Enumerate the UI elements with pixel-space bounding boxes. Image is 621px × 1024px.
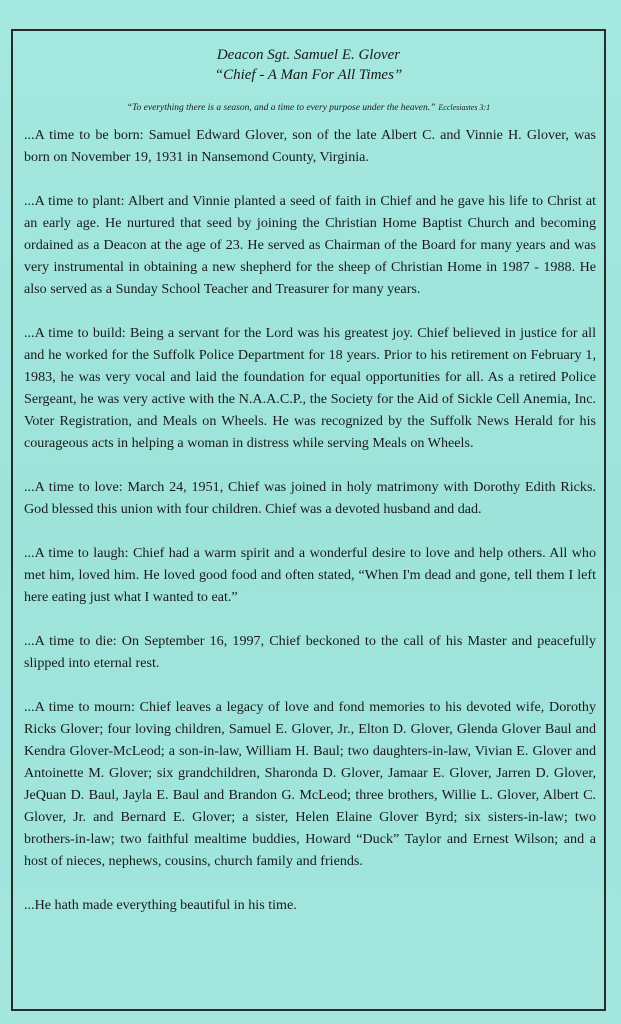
- epigraph: [13, 101, 604, 115]
- paragraph-born: ...A time to be born: Samuel Edward Glover, son of the late Albert C. and Vinnie H. Glover, was born on November 19, 1931 in Nansemond County, Virginia.: [24, 127, 596, 165]
- epigraph-citation: Ecclesiastes 3:1: [438, 103, 491, 112]
- paragraph-plant: ...A time to plant: Albert and Vinnie planted a seed of faith in Chief and he gave his life to Christ at an early age. He nurtured that seed by joining the Christian Home Baptist Church and becoming ordained as a Deacon at the age of 23. He served as Chairman of the Board for many years and was very instrumental in obtaining a new shepherd for the sheep of Christian Home in 1987 - 1988. He also served as a Sunday School Teacher and Treasurer for many years.: [24, 193, 596, 297]
- paragraph-laugh: ...A time to laugh: Chief had a warm spirit and a wonderful desire to love and help others. All who met him, loved him. He loved good food and often stated, “When I'm dead and gone, tell them I left here eating just what I wanted to eat.”: [24, 545, 596, 605]
- page-border: [11, 29, 606, 1011]
- paragraph-mourn: ...A time to mourn: Chief leaves a legacy of love and fond memories to his devoted wife, Dorothy Ricks Glover; four loving children, Samuel E. Glover, Jr., Elton D. Glover, Glenda Glover Baul and Kendra Glover-McLeod; a son-in-law, William H. Baul; two daughters-in-law, Vivian E. Glover and Antoinette M. Glover; six grandchildren, Sharonda D. Glover, Jamaar E. Glover, Jarren D. Glover, JeQuan D. Baul, Jayla E. Baul and Brandon G. McLeod; three brothers, Willie L. Glover, Albert C. Glover, Jr. and Bernard E. Glover; a sister, Helen Elaine Glover Byrd; six sisters-in-law; two brothers-in-law; two faithful mealtime buddies, Howard “Duck” Taylor and Ernest Wilson; and a host of nieces, nephews, cousins, church family and friends.: [24, 699, 596, 869]
- paragraph-closing: ...He hath made everything beautiful in his time.: [24, 897, 297, 913]
- header: [13, 45, 604, 85]
- epigraph-quote: “To everything there is a season, and a time to every purpose under the heaven.”: [126, 103, 436, 113]
- page-subtitle: “Chief - A Man For All Times”: [214, 67, 403, 83]
- paragraph-build: ...A time to build: Being a servant for the Lord was his greatest joy. Chief believed in justice for all and he worked for the Suffolk Police Department for 18 years. Prior to his retirement on February 1, 1983, he was very vocal and laid the foundation for equal opportunities for all. As a retired Police Sergeant, he was very active with the N.A.A.C.P., the Society for the Aid of Sickle Cell Anemia, Inc. Voter Registration, and Meals on Wheels. He was recognized by the Suffolk News Herald for his courageous acts in helping a woman in distress while serving Meals on Wheels.: [24, 325, 596, 451]
- paragraph-love: ...A time to love: March 24, 1951, Chief was joined in holy matrimony with Dorothy Edith Ricks. God blessed this union with four children. Chief was a devoted husband and dad.: [24, 479, 596, 517]
- paragraph-die: ...A time to die: On September 16, 1997, Chief beckoned to the call of his Master and peacefully slipped into eternal rest.: [24, 633, 596, 671]
- page-title: Deacon Sgt. Samuel E. Glover: [216, 47, 401, 63]
- obituary-body: [24, 124, 596, 916]
